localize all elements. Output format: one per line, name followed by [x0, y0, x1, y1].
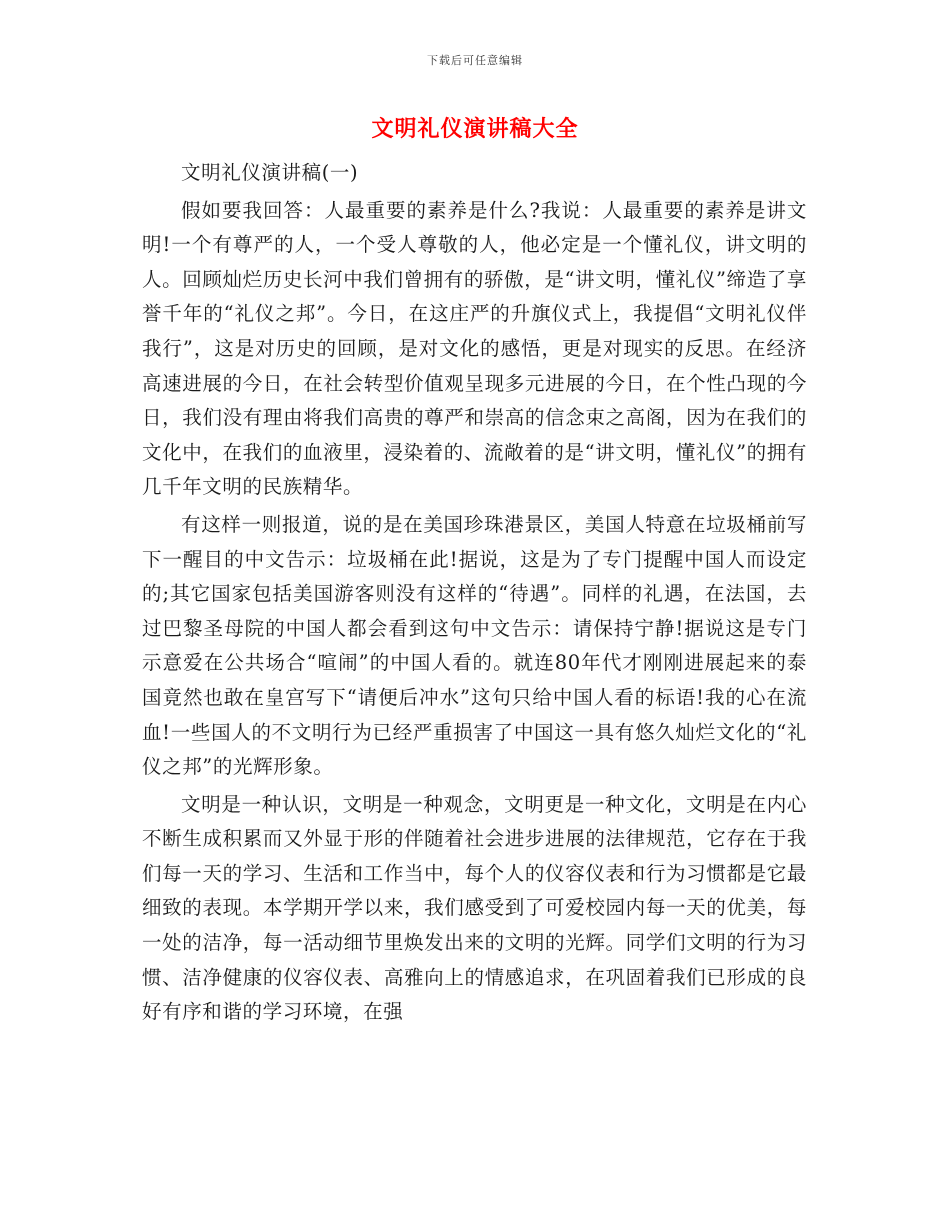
paragraph: 文明是一种认识，文明是一种观念，文明更是一种文化，文明是在内心不断生成积累而又外显于形的伴随着社会进步进展的法律规范，它存在于我们每一天的学习、生活和工作当中，每个人的仪容仪表和行为习惯都是它最细致的表现。本学期开学以来，我们感受到了可爱校园内每一天的优美，每一处的洁净，每一活动细节里焕发出来的文明的光辉。同学们文明的行为习惯、洁净健康的仪容仪表、高雅向上的情感追求，在巩固着我们已形成的良好有序和谐的学习环境，在强	[142, 792, 807, 1024]
section-heading: 文明礼仪演讲稿(一)	[181, 161, 359, 184]
header-note: 下载后可任意编辑	[427, 54, 523, 67]
document-body	[142, 156, 807, 1033]
paragraph: 有这样一则报道，说的是在美国珍珠港景区，美国人特意在垃圾桶前写下一醒目的中文告示：垃圾桶在此!据说，这是为了专门提醒中国人而设定的;其它国家包括美国游客则没有这样的“待遇”。同样的礼遇，在法国，去过巴黎圣母院的中国人都会看到这句中文告示：请保持宁静!据说这是专门示意爱在公共场合“喧闹”的中国人看的。就连80年代才刚刚进展起来的泰国竟然也敢在皇宫写下“请便后冲水”这句只给中国人看的标语!我的心在流血!一些国人的不文明行为已经严重损害了中国这一具有悠久灿烂文化的“礼仪之邦”的光辉形象。	[142, 512, 807, 779]
document-title: 文明礼仪演讲稿大全	[371, 116, 579, 142]
paragraph: 假如要我回答：人最重要的素养是什么?我说：人最重要的素养是讲文明!一个有尊严的人，一个受人尊敬的人，他必定是一个懂礼仪，讲文明的人。回顾灿烂历史长河中我们曾拥有的骄傲，是“讲文明，懂礼仪”缔造了享誉千年的“礼仪之邦”。今日，在这庄严的升旗仪式上，我提倡“文明礼仪伴我行”，这是对历史的回顾，是对文化的感悟，更是对现实的反思。在经济高速进展的今日，在社会转型价值观呈现多元进展的今日，在个性凸现的今日，我们没有理由将我们高贵的尊严和崇高的信念束之高阁，因为在我们的文化中，在我们的血液里，浸染着的、流敞着的是“讲文明，懂礼仪”的拥有几千年文明的民族精华。	[142, 198, 807, 499]
